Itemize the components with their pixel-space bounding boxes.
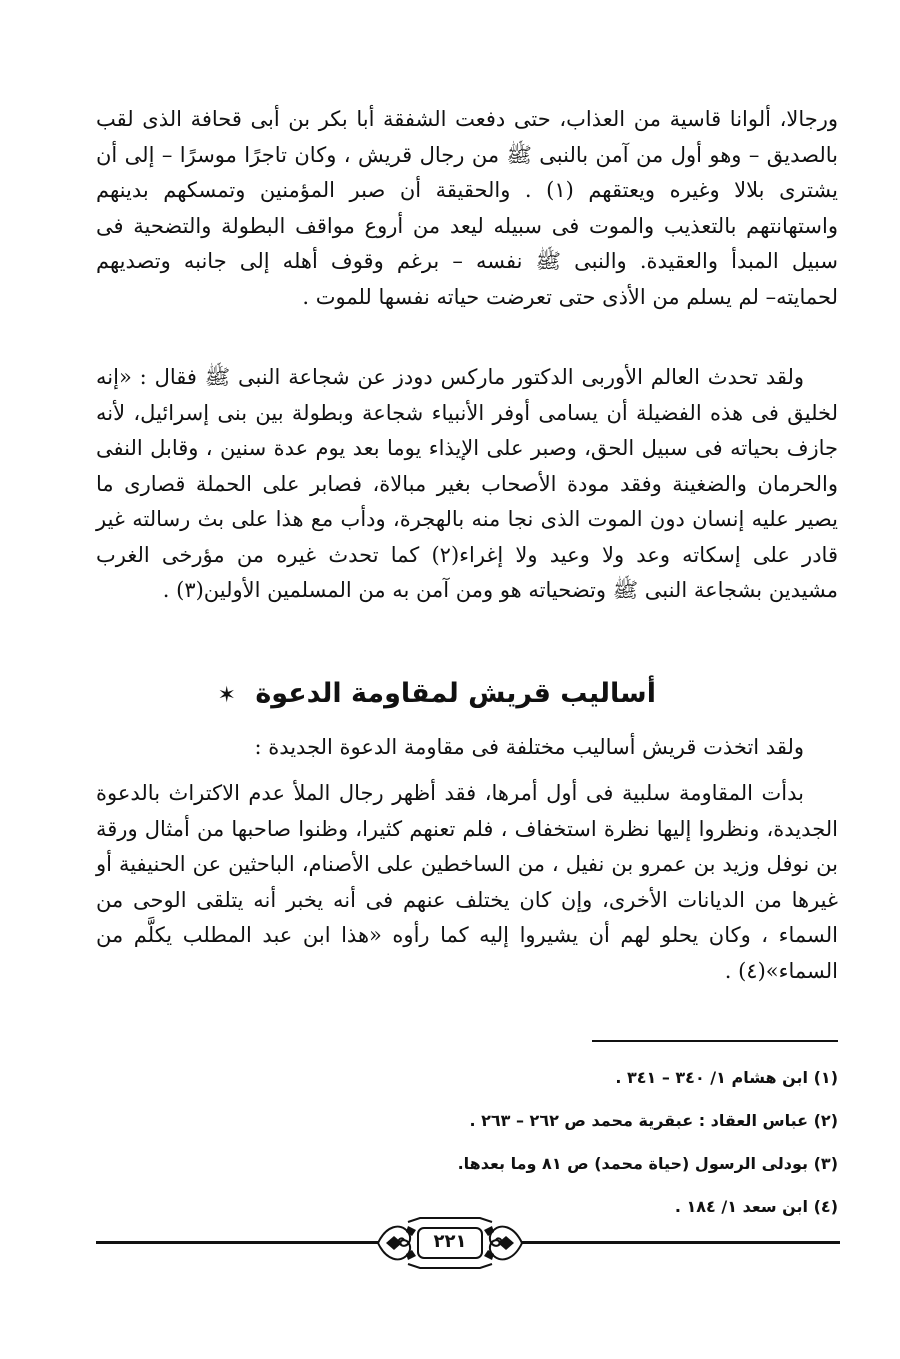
footnote-4: (٤) ابن سعد ١/ ١٨٤ . xyxy=(674,1197,838,1216)
section-heading-text: أساليب قريش لمقاومة الدعوة xyxy=(255,678,656,709)
paragraph-continued: ورجالا، ألوانا قاسية من العذاب، حتى دفعت الشفقة أبا بكر بن أبى قحافة الذى لقب بالصديق – وهو أول من آمن بالنبى ﷺ من رجال قريش ، وكان تاجرًا موسرًا – إلى أن يشترى بلالا وغيره ويعتقهم (١) . والحقيقة أن صبر المؤمنين وتمسكهم بدينهم واستهانتهم بالتعذيب والموت فى سبيله ليعد من أروع مواقف البطولة والتضحية فى سبيل المبدأ والعقيدة. والنبى ﷺ نفسه – برغم وقوف أهله إلى جانبه وتصديهم لحمايته– لم يسلم من الأذى حتى تعرضت حياته نفسها للموت . xyxy=(96,107,839,309)
body-text-bottom xyxy=(96,776,838,989)
page-number: ٢٢١ xyxy=(433,1231,467,1252)
body-text-top xyxy=(96,102,838,315)
footnotes xyxy=(96,1056,838,1228)
body-text-intro xyxy=(96,730,838,766)
bottom-rule-right xyxy=(522,1241,840,1244)
bottom-rule-left xyxy=(96,1241,378,1244)
paragraph-resistance: بدأت المقاومة سلبية فى أول أمرها، فقد أظهر رجال الملأ عدم الاكتراث بالدعوة الجديدة، ونظروا إليها نظرة استخفاف ، فلم تعنهم كثيرا، وظنوا صاحبها من أمثال ورقة بن نوفل وزيد بن عمرو بن نفيل ، من الساخطين على الأصنام، الباحثين عن الحنيفية أو غيرها من الديانات الأخرى، وإن كان يختلف عنهم فى أنه يخبر أنه يتلقى الوحى من السماء ، وكان يحلو لهم أن يشيروا إليه كما رأوه «هذا ابن عبد المطلب يكلَّم من السماء»(٤) . xyxy=(96,781,838,983)
paragraph-intro: ولقد اتخذت قريش أساليب مختلفة فى مقاومة الدعوة الجديدة : xyxy=(254,735,804,759)
footnote-1: (١) ابن هشام ١/ ٣٤٠ – ٣٤١ . xyxy=(615,1068,838,1087)
paragraph-dodds-quote: ولقد تحدث العالم الأوربى الدكتور ماركس دودز عن شجاعة النبى ﷺ فقال : «إنه لخليق فى هذه الفضيلة أن يسامى أوفر الأنبياء شجاعة وبطولة بين بنى إسرائيل، لأنه جازف بحياته فى سبيل الحق، وصبر على الإيذاء يوما بعد يوم عدة سنين ، وقابل النفى والحرمان والضغينة وفقد مودة الأصحاب بغير مبالاة، فصابر على الحملة قصارى ما يصير عليه إنسان دون الموت الذى نجا منه بالهجرة، ودأب مع هذا على بث رسالته غير قادر على إسكاته وعد ولا وعيد ولا إغراء(٢) كما تحدث غيره من مؤرخى الغرب مشيدين بشجاعة النبى ﷺ وتضحياته هو ومن آمن به من المسلمين الأولين(٣) . xyxy=(96,365,838,602)
heading-star-icon: ✶ xyxy=(217,683,236,708)
footnote-2: (٢) عباس العقاد : عبقرية محمد ص ٢٦٢ – ٢٦٣ . xyxy=(469,1111,838,1130)
footnote-divider xyxy=(592,1040,838,1042)
footnote-3: (٣) بودلى الرسول (حياة محمد) ص ٨١ وما بعدها. xyxy=(457,1154,838,1173)
body-text-quote xyxy=(96,360,838,609)
section-heading xyxy=(96,672,656,716)
